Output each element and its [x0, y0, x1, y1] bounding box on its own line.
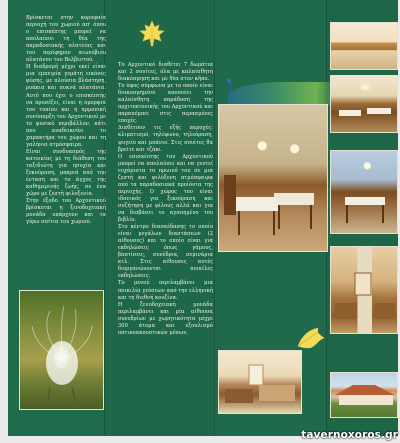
center-panel-text: [118, 62, 213, 337]
hall-photo: [330, 22, 398, 70]
paragraph: Στο κέντρο διασκέδασης το οποίο είναι μεγάλων διαστάσεων (2 αίθουσες) και το οποίο είναι για εκδηλώσεις όπως γάμους, βαπτίσεις, συνέδρια, σεμινάρια κτλ. Στις αίθουσες αυτές διοργανώνονται ποικίλες εκδηλώσεις.: [118, 224, 213, 280]
fold-line: [214, 0, 215, 436]
left-panel-text: [26, 15, 106, 226]
banquet-hall-photo: [330, 150, 398, 234]
maple-leaf-icon: [296, 326, 326, 352]
restaurant-photo: [218, 104, 328, 252]
exterior-photo: [330, 372, 398, 418]
peacock-photo: [19, 290, 104, 410]
paragraph: Στην έξοδο του Αρχοντικού βρίσκεται η ξενοδοχειακή μονάδα υπάρχουν και τα γύρω σπίτια του χωριού.: [26, 198, 106, 226]
paragraph: Διαθέτουν τις εξής παροχές: κλιματισμό, τηλέφωνο, τηλεόραση, ψυγείο και μπάνιο. Στις σουίτες θα βρείτε και τζάκι.: [118, 125, 213, 153]
paragraph: Το ύφος σύμφωνα με το οποίο είναι διακοσμημένο αποπνέει την καλαίσθητη παράδοση της αρχιτεκτονικής του Αρχοντικού και παραπέμπει στις περασμένες εποχές.: [118, 83, 213, 125]
paragraph: Η διαδρομή μέχρι εκεί είναι μια εμπειρία γεμάτη εικόνες φύσης, με πλούσια βλάστηση, ρυάκια και πυκνά πλατάνια. Αυτό που έχει ο επισκέπτης να προσέξει, είναι η ομορφιά του τοπίου και η αρμονική συνύπαρξη του Αρχοντικού με το φυσικό περιβάλλον, κάτι που αναδεικνύει το χαρακτήρα του χώρου και τη γαλήνια ατμόσφαιρα.: [26, 64, 106, 148]
paragraph: Το Αρχοντικό διαθέτει 7 δωμάτια και 2 σουίτες, όλα με καλαίσθητη διακόσμηση και με θέα στον κήπο.: [118, 62, 213, 83]
bedroom-photo: [218, 350, 302, 414]
paragraph: Το μενού περιλαμβάνει μια ποικιλία γεύσεων από την ελληνική και τη διεθνή κουζίνα.: [118, 280, 213, 301]
paragraph: Βρίσκεται στην κορυφαία περιοχή του χωριού απ' όπου ο επισκέπτης μπορεί να απολαύσει τη θέα της παραδοσιακής πλατείας και του περίφημου αιωνόβιου πλατάνου του Βελβεντού.: [26, 15, 106, 64]
dining-room-photo: [330, 75, 398, 133]
paragraph: Ο επισκέπτης του Αρχοντικού μπορεί να απολαύσει και να γευτεί ευχάριστα το πρωινό του σε μια ζεστή και φιλόξενη ατμόσφαιρα από τα παραδοσιακά προϊόντα της περιοχής. Ο χώρος του είναι ιδανικός για ξεκούραση και συζήτηση με φίλους αλλά και για να διαβάσει το αγαπημένο του βιβλίο.: [118, 153, 213, 224]
site-watermark: tavernoxoros.gr: [301, 429, 398, 441]
maple-leaf-icon: [138, 20, 166, 48]
peacock-emblem: [224, 78, 234, 100]
brochure-sheet: [8, 0, 398, 436]
paragraph: Η ξενοδοχειακή μονάδα περιλαμβάνει και μία αίθουσα συνεδρίων με χωρητικότητα μέχρι 300 άτομα και εξοπλισμό οπτικοακουστικών μέσων.: [118, 301, 213, 336]
paragraph: Είναι συνδυασμός της κατοικίας με τη διάθεση του ταξιδιώτη για ησυχία και ξεκούραση, μακριά από την ένταση και το άγχος της καθημερινής ζωής, σε ένα χώρο με ζεστή φιλοξενία.: [26, 148, 106, 198]
lounge-photo: [330, 246, 398, 334]
